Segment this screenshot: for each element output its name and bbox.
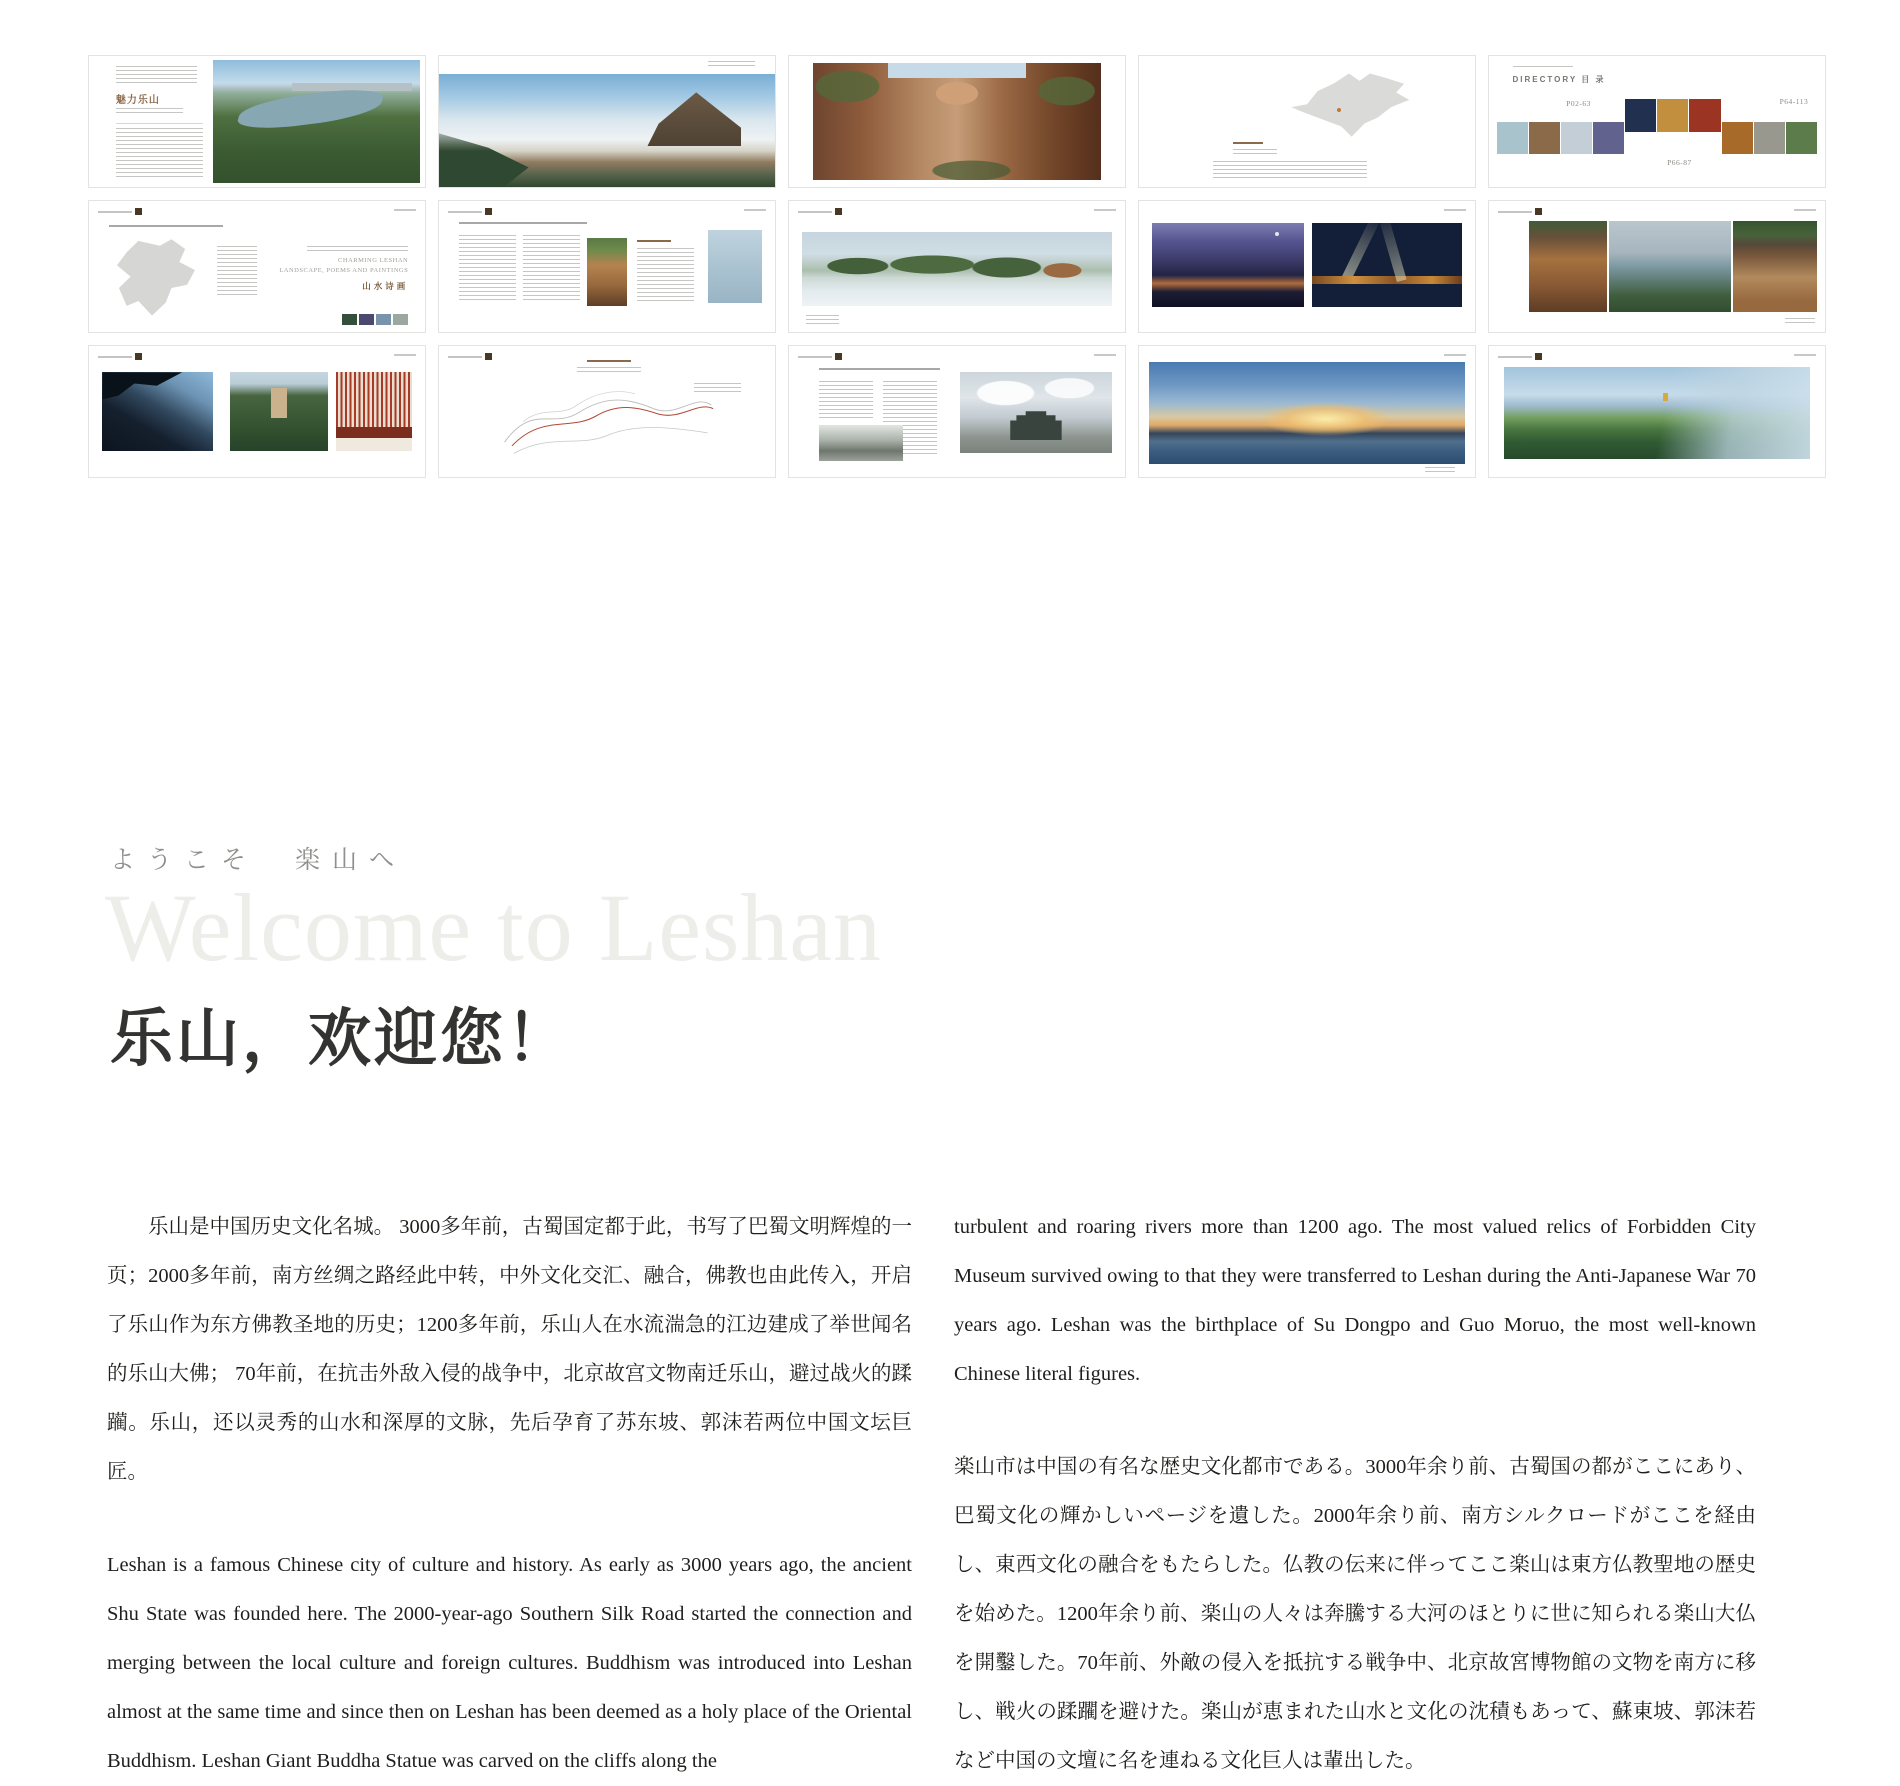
spread-header — [448, 208, 492, 215]
intro-paragraph-japanese: 楽山市は中国の有名な歴史文化都市である。3000年余り前、古蜀国の都がここにあり、巴蜀文化の輝かしいページを遺した。2000年余り前、南方シルクロードがここを経由し、東西文化の融合をもたらした。仏教の伝来に伴ってここ楽山は東方仏教聖地の歴史を始めた。1200年余り前、楽山の人々は奔騰する大河のほとりに世に知られる楽山大仏を開鑿した。70年前、外敵の侵入を抵抗する戦争中、北京故宮博物館の文物を南方に移し、戦火の蹂躙を避けた。楽山が恵まれた山水と文化の沈積もあって、蘇東坡、郭沫若など中国の文壇に名を連ねる文化巨人は輩出した。 — [954, 1456, 1756, 1772]
charming-leshan-title-cn: 山水诗画 — [362, 280, 409, 291]
cover-brand-logo: 魅力乐山 — [115, 95, 160, 107]
directory-page-ref: P66-87 — [1667, 158, 1692, 168]
filmstrip-photo — [1529, 122, 1560, 155]
brand-logo-mark — [1535, 353, 1542, 360]
photo-temple-eave-silhouette — [102, 372, 213, 451]
thumb-directory-page — [1488, 55, 1826, 188]
trail-map-sketch — [486, 377, 728, 461]
photo-ink-painting — [819, 425, 903, 462]
thumb-emei-clouds-spread — [438, 55, 776, 188]
text-placeholder — [708, 61, 755, 68]
thumb-night-views-spread — [1138, 200, 1476, 333]
text-placeholder — [1513, 66, 1573, 69]
intro-paragraph-chinese: 乐山是中国历史文化名城。 3000多年前，古蜀国定都于此，书写了巴蜀文明辉煌的一页；2000多年前，南方丝绸之路经此中转，中外文化交汇、融合，佛教也由此传入，开启了乐山作为东方佛教圣地的历史；1200多年前，乐山人在水流湍急的江边建成了举世闻名的乐山大佛； 70年前，在抗击外敌入侵的战争中，北京故宫文物南迁乐山，避过战火的蹂躏。乐山，还以灵秀的山水和深厚的文脉，先后孕育了苏东坡、郭沫若两位中国文坛巨匠。 — [107, 1216, 912, 1483]
thumb-sunset-lake-spread — [1138, 345, 1476, 478]
photo-buddha-head-closeup — [1733, 221, 1816, 313]
thumb-gate-article-spread — [788, 345, 1126, 478]
charming-line2: LANDSCAPE, POEMS AND PAINTINGS — [279, 267, 409, 275]
city-lights — [1312, 276, 1462, 284]
mini-photo-strip — [342, 314, 408, 325]
filmstrip-photo — [1561, 122, 1592, 155]
filmstrip-photo — [1722, 122, 1753, 155]
brand-logo-mark — [1535, 208, 1542, 215]
photo-river-city-view — [1609, 221, 1731, 313]
page-number-placeholder — [1094, 209, 1116, 211]
filmstrip-photo — [1786, 122, 1817, 155]
caption-placeholder — [1785, 318, 1815, 326]
photo-sleeping-buddha-panorama — [802, 232, 1111, 305]
filmstrip-photo — [1625, 99, 1656, 132]
text-placeholder — [577, 367, 641, 374]
brochure-thumbnail-grid — [88, 55, 1826, 478]
filmstrip-photo — [1689, 99, 1720, 132]
intro-paragraph-english-part1: Leshan is a famous Chinese city of culture and history. As early as 3000 years ago, the ancient Shu State was founded here. The 2000-year-ago Southern Silk Road started the connection and merging between the local culture and foreign cultures. Buddhism was introduced into Leshan almost at the same time and since then on Leshan has been deemed as a holy place of the Oriental Buddhism. Leshan Giant Buddha Statue was carved on the cliffs along the — [107, 1554, 912, 1772]
spread-header — [1498, 353, 1542, 360]
spread-header — [98, 208, 142, 215]
text-placeholder — [116, 128, 203, 178]
text-placeholder — [819, 381, 873, 420]
photo-memorial-gate-clouds — [960, 372, 1111, 453]
filmstrip-photo — [1754, 122, 1785, 155]
caption-placeholder — [806, 315, 840, 324]
hero-title-japanese: ようこそ 楽山へ — [110, 847, 407, 874]
map-label-placeholder — [1233, 142, 1263, 144]
thumb-summit-ridge-spread — [1488, 345, 1826, 478]
spread-header — [798, 208, 842, 215]
intro-column-right — [954, 1203, 1756, 1786]
photo-giant-buddha-between-cliffs — [813, 63, 1102, 181]
page-number-placeholder — [1794, 354, 1816, 356]
spread-header — [98, 353, 142, 360]
brand-logo-mark — [135, 353, 142, 360]
text-placeholder — [459, 235, 516, 303]
thumb-buddha-collage-spread — [1488, 200, 1826, 333]
text-placeholder — [116, 66, 197, 83]
map-callouts-placeholder — [217, 246, 257, 298]
photo-green-ridge-golden-summit — [1504, 367, 1810, 459]
thumb-region-map-spread — [88, 200, 426, 333]
intro-paragraph-english-part2: turbulent and roaring rivers more than 1200 ago. The most valued relics of Forbidden City Museum survived owing to that they were transferred to Leshan during the Anti-Japanese War 70 years ago. Leshan was the birthplace of Su Dongpo and Guo Moruo, the most well-known Chinese literal figures. — [954, 1216, 1756, 1385]
photo-city-night-lightbeams — [1312, 223, 1462, 307]
thumb-trail-map-page — [438, 345, 776, 478]
mini-photo — [342, 314, 357, 325]
map-title-placeholder — [587, 360, 631, 362]
hero-title-english-watermark: Welcome to Leshan — [105, 874, 882, 981]
page-number-placeholder — [1094, 354, 1116, 356]
page-number-placeholder — [1444, 354, 1466, 356]
mini-photo — [376, 314, 391, 325]
section-title-placeholder — [109, 225, 223, 227]
headline-placeholder — [459, 222, 587, 224]
directory-page-ref: P02-63 — [1566, 99, 1591, 109]
photo-pagoda-in-trees — [230, 372, 327, 451]
photo-dusk-river-moon — [1152, 223, 1303, 307]
thumb-buddha-article-spread — [438, 200, 776, 333]
thumb-cover-spread — [88, 55, 426, 188]
photo-buddha-statue — [587, 238, 627, 306]
photo-sunset-over-lake — [1149, 362, 1465, 464]
directory-filmstrip — [1497, 122, 1816, 155]
brand-logo-mark — [835, 353, 842, 360]
text-placeholder — [116, 108, 183, 116]
leshan-region-map-shape — [109, 238, 206, 319]
text-placeholder — [637, 248, 694, 303]
mini-photo — [393, 314, 408, 325]
intro-column-left — [107, 1203, 912, 1786]
brand-logo-mark — [835, 208, 842, 215]
thumb-giant-buddha-cliff-spread — [788, 55, 1126, 188]
thumb-misty-panorama-spread — [788, 200, 1126, 333]
filmstrip-photo — [1593, 122, 1624, 155]
text-placeholder — [307, 246, 408, 251]
directory-title: DIRECTORY 目 录 — [1512, 75, 1606, 85]
spread-header — [798, 353, 842, 360]
subtitle-placeholder — [637, 240, 671, 242]
text-placeholder — [1233, 149, 1277, 157]
charming-line1: CHARMING LESHAN — [338, 257, 409, 265]
photo-striped-ceiling — [336, 372, 412, 451]
cover-photo-rivers-city — [213, 60, 420, 183]
photo-buddha-cliffside — [1529, 221, 1607, 313]
page-number-placeholder — [394, 354, 416, 356]
spread-header — [1498, 208, 1542, 215]
spread-header — [448, 353, 492, 360]
headline-placeholder — [819, 368, 940, 370]
page-number-placeholder — [394, 209, 416, 211]
text-placeholder — [523, 235, 580, 303]
brand-logo-mark — [135, 208, 142, 215]
hero-title-block — [105, 840, 882, 1079]
thumb-china-map-page — [1138, 55, 1476, 188]
page-number-placeholder — [1444, 209, 1466, 211]
directory-page-ref: P64-113 — [1779, 96, 1809, 106]
divider — [116, 123, 203, 124]
caption-placeholder — [1425, 467, 1455, 474]
text-placeholder — [1213, 161, 1368, 181]
buddha-photo-collage — [1529, 221, 1816, 313]
photo-emei-golden-summit-clouds — [439, 74, 775, 187]
filmstrip-photo — [1657, 99, 1688, 132]
charming-leshan-title-en — [279, 256, 408, 277]
brand-logo-mark — [485, 353, 492, 360]
filmstrip-photo — [1497, 122, 1528, 155]
photo-misty-river — [708, 230, 762, 303]
hero-title-chinese: 乐山，欢迎您！ — [110, 1003, 572, 1074]
mini-photo — [359, 314, 374, 325]
thumb-temple-pagoda-spread — [88, 345, 426, 478]
brand-logo-mark — [485, 208, 492, 215]
page-number-placeholder — [744, 209, 766, 211]
china-map-shape — [1283, 69, 1414, 142]
page-number-placeholder — [1794, 209, 1816, 211]
